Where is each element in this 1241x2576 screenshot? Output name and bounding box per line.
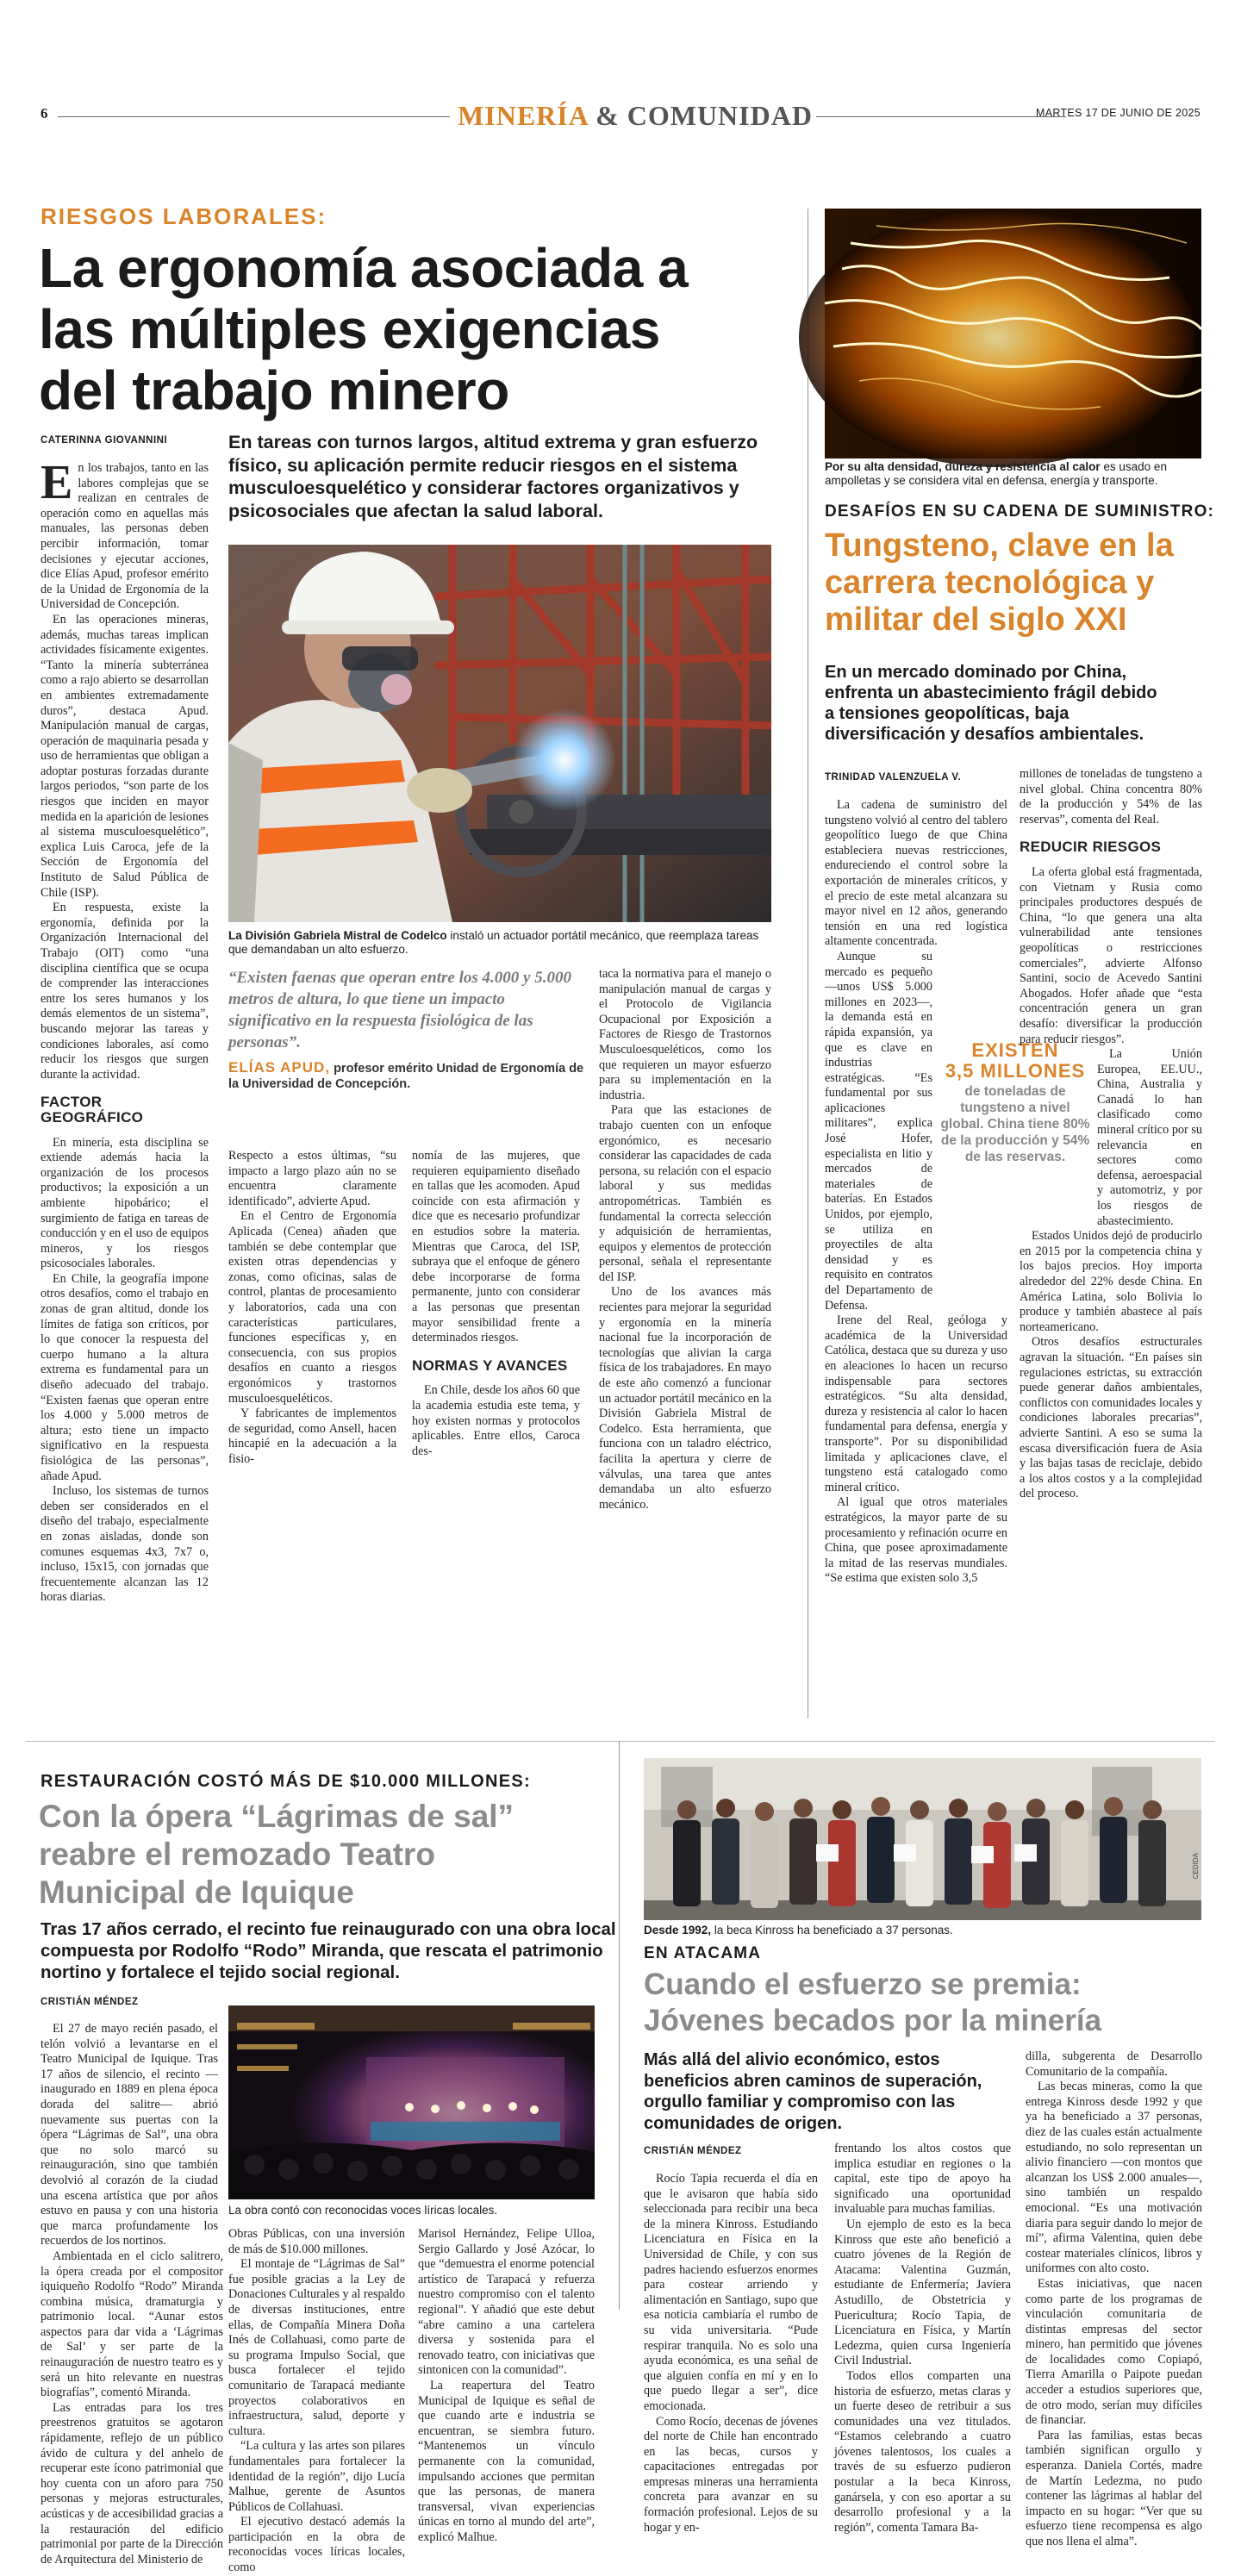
tung-photo-filament: [825, 209, 1201, 458]
ergo-subhead-factor: FACTOR GEOGRÁFICO: [41, 1094, 144, 1126]
becas-paragraph: Como Rocío, decenas de jóvenes del norte de Chile han encontrado en las becas, cursos y capacitaciones entregadas por empresas mineras una herramienta concreta para avanzar en su formación profesional. Lejos de su hogar y en-: [644, 2414, 818, 2535]
becas-kicker: EN ATACAMA: [644, 1944, 762, 1962]
becas-paragraph: frentando los altos costos que implica estudiar en regiones o la capital, este tipo de apoyo ha significado una oportunidad invaluable para muchas familias.: [834, 2142, 1011, 2217]
tung-pull-stat-text: de toneladas de tungsteno a nivel global. China tiene 80% de la producción y 54% de las reservas.: [940, 1084, 1090, 1164]
teatro-headline: [39, 1798, 642, 1912]
becas-paragraph: Estas iniciativas, que nacen como parte de los programas de vinculación comunitaria de distintas empresas del sector minero, han permitido que jóvenes de localidades como Copiapó, Tierra Amarilla o Paipote puedan acceder a estudios superiores que, de otro modo, serían muy difíciles de financiar.: [1026, 2276, 1202, 2428]
ergo-byline: CATERINNA GIOVANNINI: [41, 435, 168, 446]
issue-date: MARTES 17 DE JUNIO DE 2025: [1036, 107, 1200, 119]
tung-photo-illustration: [825, 209, 1201, 458]
ergo-paragraph: Y fabricantes de implementos de seguridad, como Ansell, hacen hincapié en la adecuación a la fisio-: [228, 1407, 396, 1466]
ergo-quote-text: “Existen faenas que operan entre los 4.000 y 5.000 metros de altura, lo que tiene un impacto significativo en la respuesta fisiológica de las personas”.: [228, 969, 571, 1051]
tung-column-1: [825, 798, 1007, 1587]
becas-paragraph: Todos ellos comparten una historia de esfuerzo, metas claras y un fuerte deseo de retribuir a sus comunidades una vez titulados. “Estamos celebrando a cuatro jóvenes talentosos, los cuales a través de su esfuerzo pudieron postular a la beca Kinross, ganársela, y con eso aportar a su desarrollo profesional y a la región”, comenta Tamara Ba-: [834, 2368, 1011, 2535]
teatro-paragraph: El 27 de mayo recién pasado, el telón volvió a levantarse en el Teatro Municipal de Iquique. Tras 17 años de silencio, el recinto —inaugurado en 1889 en plena época dorada del salitre— abrió nuevamente sus puertas con la ópera “Lágrimas de Sal”, una obra que no solo marcó su reinauguración, sino que también devolvió al corazón de la ciudad una escena artística que por años estuvo en pausa y con una historia que marca profundamente los recuerdos de los nortinos.: [41, 2022, 218, 2249]
tung-paragraph: La cadena de suministro del tungsteno volvió al centro del tablero geopolítico luego de que China estableciera nuevas restricciones, endureciendo el control sobre la exportación de minerales críticos, y el precio de este metal alcanzara su mayor nivel en 12 años, generando tensión en una red logística altamente concentrada.: [825, 798, 1007, 949]
tung-paragraph: Irene del Real, geóloga y académica de la Universidad Católica, destaca que su dureza y uso en aleaciones lo hacen un recurso indispensable para sectores estratégicos. “Su alta densidad, dureza y resistencia al calor lo hacen fundamental para defensa, energía y transporte”. Por su disponibilidad limitada y aplicaciones clave, el tungsteno está catalogado como mineral crítico.: [825, 1313, 1007, 1494]
ergo-column-1: [41, 456, 209, 1711]
tung-pull-stat-label: EXISTEN: [971, 1039, 1059, 1061]
teatro-kicker: RESTAURACIÓN COSTÓ MÁS DE $10.000 MILLONES:: [41, 1772, 531, 1791]
ergo-subhead-normas: NORMAS Y AVANCES: [412, 1357, 568, 1374]
section-title-comunidad: COMUNIDAD: [627, 100, 813, 131]
ergo-quote-attribution: [228, 1060, 586, 1092]
teatro-paragraph: Ambientada en el ciclo salitrero, la ópera creada por el compositor iquiqueño Rodolfo “Rodo” Miranda combina música, dramaturgia y patrimonio local. “Aunar estos aspectos para dar vida a ‘Lágrimas de Sal’ y ser parte de la reinauguración de nuestro teatro es y será un hito relevante en nuestras biografías”, comentó Miranda.: [41, 2249, 223, 2400]
teatro-paragraph: El montaje de “Lágrimas de Sal” fue posible gracias a la Ley de Donaciones Culturales y al respaldo de diversas instituciones, entre ellas, de Compañía Minera Doña Inés de Collahuasi, como parte de su programa Impulso Social, que busca fortalecer el tejido comunitario de Tarapacá mediante proyectos colaborativos en infraestructura, salud, deporte y cultura.: [228, 2257, 405, 2438]
ergo-paragraph: n los trabajos, tanto en las labores complejas que se realizan en centrales de operación como en aquellas más manuales, las personas deben percibir información, tomar decisiones y ejecutar acciones, dice Elías Apud, profesor emérito de la Unidad de Ergonomía de la Universidad de Concepción.: [41, 461, 209, 612]
ergo-kicker: RIESGOS LABORALES:: [41, 203, 327, 229]
tung-paragraph: La Unión Europea, EE.UU., China, Australia y Canadá lo han clasificado como mineral crítico por su relevancia en sectores como defensa, aeroespacial y automotriz, y por los riesgos de abastecimiento.: [1097, 1047, 1202, 1228]
section-title-mineria: MINERÍA: [458, 100, 589, 131]
becas-caption-bold: Desde 1992,: [644, 1924, 712, 1937]
tung-headline: [825, 527, 1204, 639]
becas-paragraph: Para las familias, estas becas también significan orgullo y esperanza. Daniela Cortés, madre de Martín Ledezma, no pudo contener las lágrimas al hablar del impacto en su hogar: “Ver que su esfuerzo tiene recompensa es algo que nos llena el alma”.: [1026, 2428, 1202, 2548]
ergo-quote-name: ELÍAS APUD,: [228, 1059, 331, 1076]
becas-headline: [644, 1967, 1204, 2039]
ergo-quote-role: profesor emérito Unidad de Ergonomía de la Universidad de Concepción.: [228, 1062, 584, 1091]
becas-column-1: [644, 2172, 818, 2535]
becas-column-3: [1026, 2049, 1202, 2550]
ergo-photo-worker: [228, 545, 771, 922]
becas-paragraph: Las becas mineras, como la que entrega Kinross desde 1992 y que ya ha beneficiado a 37 personas, diez de las cuales están actualmente estudiando, no solo representan un alivio financiero —con montos que alcanzan los US$ 2.000 anuales—, sino también un respaldo emocional. “Es una motivación diaria para seguir dando lo mejor de mí”, afirma Valentina, quien debe costear materiales clínicos, libros y uniformes con alto costo.: [1026, 2080, 1202, 2276]
teatro-headline-line2: reabre el remozado Teatro: [39, 1837, 435, 1872]
teatro-lede: Tras 17 años cerrado, el recinto fue reinaugurado con una obra local compuesta por Rodolfo “Rodo” Miranda, que rescata el patrimonio nortino y fortalece el tejido social regional.: [41, 1919, 616, 1982]
ergo-column-4: [599, 967, 771, 1513]
tung-byline: TRINIDAD VALENZUELA V.: [825, 772, 962, 783]
becas-lede: Más allá del alivio económico, estos beneficios abren caminos de superación, orgullo familiar y compromiso con las comunidades de origen.: [644, 2050, 982, 2133]
ergo-photo-illustration: [228, 545, 771, 922]
column-divider-bottom: [619, 1741, 620, 2310]
ergo-paragraph: Respecto a estos últimas, “su impacto a largo plazo aún no se encuentra claramente identificado”, advierte Apud.: [228, 1149, 396, 1208]
becas-headline-line2: Jóvenes becados por la minería: [644, 2004, 1102, 2037]
ergo-paragraph: En Chile, la geografía impone otros desafíos, como el trabajo en zonas de gran altitud, donde los límites de fatiga son críticos, por lo que conocer la respuesta del cuerpo humano a la altura extrema es fundamental para un diseño adecuado del trabajo. “Existen faenas que operan entre los 4.000 y 5.000 metros de altura; esto tiene un impacto significativo en la respuesta fisiológica de las personas”, añade Apud.: [41, 1271, 209, 1483]
ergo-paragraph: En el Centro de Ergonomía Aplicada (Cenea) añaden que también se debe contemplar que existen otras dependencias y zonas, como oficinas, salas de control, plantas de procesamiento y laboratorios, cada una con características particulares, funciones específicas y, en consecuencia, con sus propios desafíos en cuanto a riesgos ergonómicos y trastornos musculoesqueléticos.: [228, 1209, 396, 1406]
tung-headline-line3: militar del siglo XXI: [825, 602, 1127, 638]
tung-kicker: DESAFÍOS EN SU CADENA DE SUMINISTRO:: [825, 502, 1215, 521]
tung-caption-text: es usado en ampolletas y se considera vital en defensa, energía y transporte.: [825, 460, 1167, 487]
teatro-column-1: [41, 2022, 223, 2567]
ergo-headline-line2: las múltiples exigencias: [39, 298, 660, 360]
section-title: [420, 100, 851, 132]
tung-pull-stat-value: 3,5 MILLONES: [945, 1060, 1086, 1082]
section-divider: [26, 1741, 1215, 1742]
ergo-paragraph: En las operaciones mineras, además, muchas tareas implican actividades físicamente exigentes. “Tanto la minería subterránea como a rajo abierto se desarrollan en ambientes extremadamente duros”, destaca Apud. Manipulación manual de cargas, operación de maquinaria pesada y uso de herramientas que obligan a adoptar posturas forzadas durante largos periodos, “son parte de los riesgos que inciden en mayor medida en la aparición de lesiones al sistema musculoesquelético”, explica Luis Caroca, jefe de la Sección de Ergonomía del Instituto de Salud Pública de Chile (ISP).: [41, 612, 209, 900]
ergo-headline: [39, 238, 797, 421]
ergo-paragraph: Uno de los avances más recientes para mejorar la seguridad y ergonomía en la minería nacional fue la incorporación de tecnologías que alivian la carga física de los trabajadores. En mayo de este año comenzó a funcionar un actuador portátil mecánico en la División Gabriela Mistral de Codelco. Esta herramienta, que funciona con un taladro eléctrico, facilita la apertura y cierre de válvulas, una tarea que antes demandaba un alto esfuerzo mecánico.: [599, 1285, 771, 1512]
section-title-amp: &: [596, 100, 620, 131]
becas-caption-text: la beca Kinross ha beneficiado a 37 personas.: [711, 1924, 953, 1937]
ergo-photo-caption: [228, 929, 771, 957]
teatro-paragraph: Marisol Hernández, Felipe Ulloa, Sergio Gallardo y José Azócar, lo que “demuestra el enorme potencial artístico de Tarapacá y refuerza nuestro compromiso con el talento regional”. Y añadió que este debut “abre camino a una cartelera diversa y sostenida para el renovado teatro, con iniciativas que sintonicen con la comunidad”.: [418, 2227, 595, 2378]
tung-headline-line1: Tungsteno, clave en la: [825, 527, 1174, 564]
tung-paragraph: Estados Unidos dejó de producirlo en 2015 por la competencia china y los bajos precios. Hoy importa alrededor del 22% desde China. En América Latina, solo Bolivia lo produce y también abastece al país norteamericano.: [1020, 1229, 1202, 1334]
becas-photo-credit: CEDIDA: [1192, 1853, 1200, 1880]
ergo-pull-quote: [228, 967, 586, 1092]
tung-paragraph: Al igual que otros materiales estratégicos, la mayor parte de su procesamiento y refinación ocurre en China, que posee aproximadamente la mitad de las reservas mundiales. “Se estima que existen solo 3,5: [825, 1495, 1007, 1586]
tung-caption-bold: Por su alta densidad, dureza y resistencia al calor: [825, 460, 1101, 473]
teatro-headline-line1: Con la ópera “Lágrimas de sal”: [39, 1799, 514, 1834]
becas-photo-illustration: [644, 1758, 1201, 1920]
ergo-caption-text: instaló un actuador portátil mecánico, que reemplaza tareas que demandaban un alto esfuerzo.: [228, 929, 759, 956]
tung-paragraph: Aunque su mercado es pequeño —unos US$ 5.000 millones en 2023—, la demanda está en rápida expansión, ya que es clave en industrias estratégicas. “Es fundamental por sus aplicaciones militares”, explica José Hofer, especialista en litio y mercados de materiales de baterías. En Estados Unidos, por ejemplo, se utiliza en proyectiles de alta densidad y es requisito en contratos del Departamento de Defensa.: [825, 949, 932, 1313]
ergo-headline-line3: del trabajo minero: [39, 359, 509, 421]
teatro-photo-stage: [228, 2005, 595, 2199]
ergo-paragraph: taca la normativa para el manejo o manipulación manual de cargas y el Protocolo de Vigilancia Ocupacional por Exposición a Factores de Riesgo de Trastornos Musculoesqueléticos, como los que requieren un mayor esfuerzo para su implementación en la industria.: [599, 967, 771, 1102]
ergo-headline-line1: La ergonomía asociada a: [39, 237, 689, 299]
page-header: [41, 102, 1200, 136]
becas-photo-group: [644, 1758, 1201, 1920]
teatro-paragraph: El ejecutivo destacó además la participación en la obra de reconocidas voces líricas locales, como: [228, 2515, 405, 2575]
teatro-column-3: [418, 2227, 595, 2545]
becas-headline-line1: Cuando el esfuerzo se premia:: [644, 1968, 1082, 2001]
ergo-dropcap: E: [41, 456, 73, 509]
teatro-paragraph: “La cultura y las artes son pilares fundamentales para fortalecer la identidad de la región”, dijo Lucía Malhue, gerente de Asuntos Públicos de Collahuasi.: [228, 2439, 405, 2514]
becas-photo-caption: [644, 1924, 1201, 1937]
teatro-photo-illustration: [228, 2005, 595, 2199]
tung-paragraph: Otros desafíos estructurales agravan la situación. “En países sin regulaciones estrictas, su extracción puede generar daños ambientales, conflictos con comunidades locales y condiciones laborales precarias”, advierte Santini. A eso se suma la escasa diversificación fuera de Asia y las bajas tasas de reciclaje, debido a los altos costos y a la complejidad del proceso.: [1020, 1335, 1202, 1501]
tung-paragraph: La oferta global está fragmentada, con Vietnam y Rusia como principales productores después de China, “lo que genera una alta vulnerabilidad ante tensiones geopolíticas o restricciones comerciales”, advierte Alfonso Santini, socio de Acevedo Santini Abogados. Hofer añade que “esta concentración genera un gran desafío: diversificar la producción para reducir riesgos”.: [1020, 864, 1202, 1046]
ergo-caption-bold: La División Gabriela Mistral de Codelco: [228, 929, 447, 942]
teatro-column-2: [228, 2227, 405, 2576]
ergo-paragraph: En minería, esta disciplina se extiende además hacia la organización de los procesos productivos; la exposición a un ambiente hipobárico; el surgimiento de fatiga en tareas de conducción y en el uso de equipos mineros, y los riesgos psicosociales laborales.: [41, 1135, 209, 1271]
teatro-paragraph: Las entradas para los tres preestrenos gratuitos se agotaron rápidamente, reflejo de un público ávido de cultura y del anhelo de recuperar este ícono patrimonial que hoy cuenta con un aforo para 750 personas y mejoras estructurales, acústicas y de accesibilidad gracias a la restauración del edificio patrimonial por parte de la Dirección de Arquitectura del Ministerio de: [41, 2400, 223, 2567]
becas-column-2: [834, 2142, 1011, 2535]
teatro-paragraph: La reapertura del Teatro Municipal de Iquique es señal de que cuando arte e industria se encuentran, se siembra futuro. “Mantenemos un vínculo permanente con la comunidad, impulsando acciones que permitan que las personas, de manera transversal, vivan experiencias únicas en torno al mundo del arte”, explicó Malhue.: [418, 2378, 595, 2544]
ergo-paragraph: Para que las estaciones de trabajo cuenten con un enfoque ergonómico, es necesario considerar las capacidades de cada persona, su relación con el espacio laboral y sus medidas antropométricas. También es fundamental la correcta selección y adquisición de herramientas, equipos y elementos de protección personal, señala el representante del ISP.: [599, 1103, 771, 1284]
becas-paragraph: Un ejemplo de esto es la beca Kinross que este año benefició a cuatro jóvenes de la Región de Atacama: Valentina Guzmán, estudiante de Enfermería; Javiera Astudillo, de Obstetricia y Puericultura; Rocío Tapia, de Licenciatura en Física, y Martín Ledezma, quien cursa Ingeniería Civil Industrial.: [834, 2217, 1011, 2368]
tung-column-2: [1020, 767, 1202, 1502]
tung-paragraph: millones de toneladas de tungsteno a nivel global. China concentra 80% de la producción y 54% de las reservas”, comenta del Real.: [1020, 767, 1202, 826]
tung-subhead-reducir: REDUCIR RIESGOS: [1020, 839, 1162, 856]
becas-paragraph: Rocío Tapia recuerda el día en que le avisaron que había sido seleccionada para recibir una beca de la minera Kinross. Estudiando Licenciatura en Física en la Universidad de Chile, y con sus padres haciendo esfuerzos enormes para costear arriendo y alimentación en Santiago, supo que esa noticia cambiaría el rumbo de su vida universitaria. “Pude respirar tranquila. No es solo una ayuda económica, es una señal de que alguien confía en mí y en lo que puedo llegar a ser”, dice emocionada.: [644, 2172, 818, 2413]
ergo-column-3: [412, 1149, 580, 1459]
ergo-column-2: [228, 1149, 396, 1467]
ergo-paragraph: En Chile, desde los años 60 que la academia estudia este tema, y hoy existen normas y protocolos aplicables. Entre ellos, Caroca des-: [412, 1383, 580, 1458]
ergo-lede: En tareas con turnos largos, altitud extrema y gran esfuerzo físico, su aplicación permite reducir riesgos en el sistema musculoesquelético y considerar factores organizativos y psicosociales que afectan la salud laboral.: [228, 432, 758, 521]
teatro-headline-line3: Municipal de Iquique: [39, 1874, 354, 1910]
tung-photo-caption: [825, 460, 1201, 488]
tung-lede: En un mercado dominado por China, enfrenta un abastecimiento frágil debido a tensiones geopolíticas, baja diversificación y desafíos ambientales.: [825, 663, 1157, 744]
ergo-paragraph: nomía de las mujeres, que requieren equipamiento diseñado en tallas que les acomoden. Apud coincide con esta afirmación y dice que es necesario profundizar en estudios sobre la materia. Mientras que Caroca, del ISP, subraya que el enfoque de género debe incorporarse de forma permanente, junto con considerar a las personas que presentan mayor sensibilidad frente a determinados riesgos.: [412, 1149, 580, 1345]
teatro-photo-caption: La obra contó con reconocidas voces líricas locales.: [228, 2204, 498, 2217]
teatro-paragraph: Obras Públicas, con una inversión de más de $10.000 millones.: [228, 2227, 405, 2256]
becas-byline: CRISTIÁN MÉNDEZ: [644, 2146, 742, 2156]
ergo-paragraph: En respuesta, existe la ergonomía, definida por la Organización Internacional del Trabajo (OIT) como “una disciplina científica que se ocupa de comprender las interacciones entre los seres humanos y los demás elementos de un sistema”, buscando mejorar las tareas y condiciones laborales, así como reducir los riesgos que surgen durante la actividad.: [41, 901, 209, 1082]
ergo-paragraph: Incluso, los sistemas de turnos deben ser considerados en el diseño del trabajo, especialmente en zonas aisladas, donde son comunes esquemas 4x3, 7x7 o, incluso, 15x15, con jornadas que frecuentemente alcanzan las 12 horas diarias.: [41, 1484, 209, 1605]
becas-paragraph: dilla, subgerenta de Desarrollo Comunitario de la compañía.: [1026, 2049, 1202, 2079]
page-number: 6: [41, 105, 48, 122]
tung-headline-line2: carrera tecnológica y: [825, 564, 1155, 601]
teatro-byline: CRISTIÁN MÉNDEZ: [41, 1997, 139, 2007]
